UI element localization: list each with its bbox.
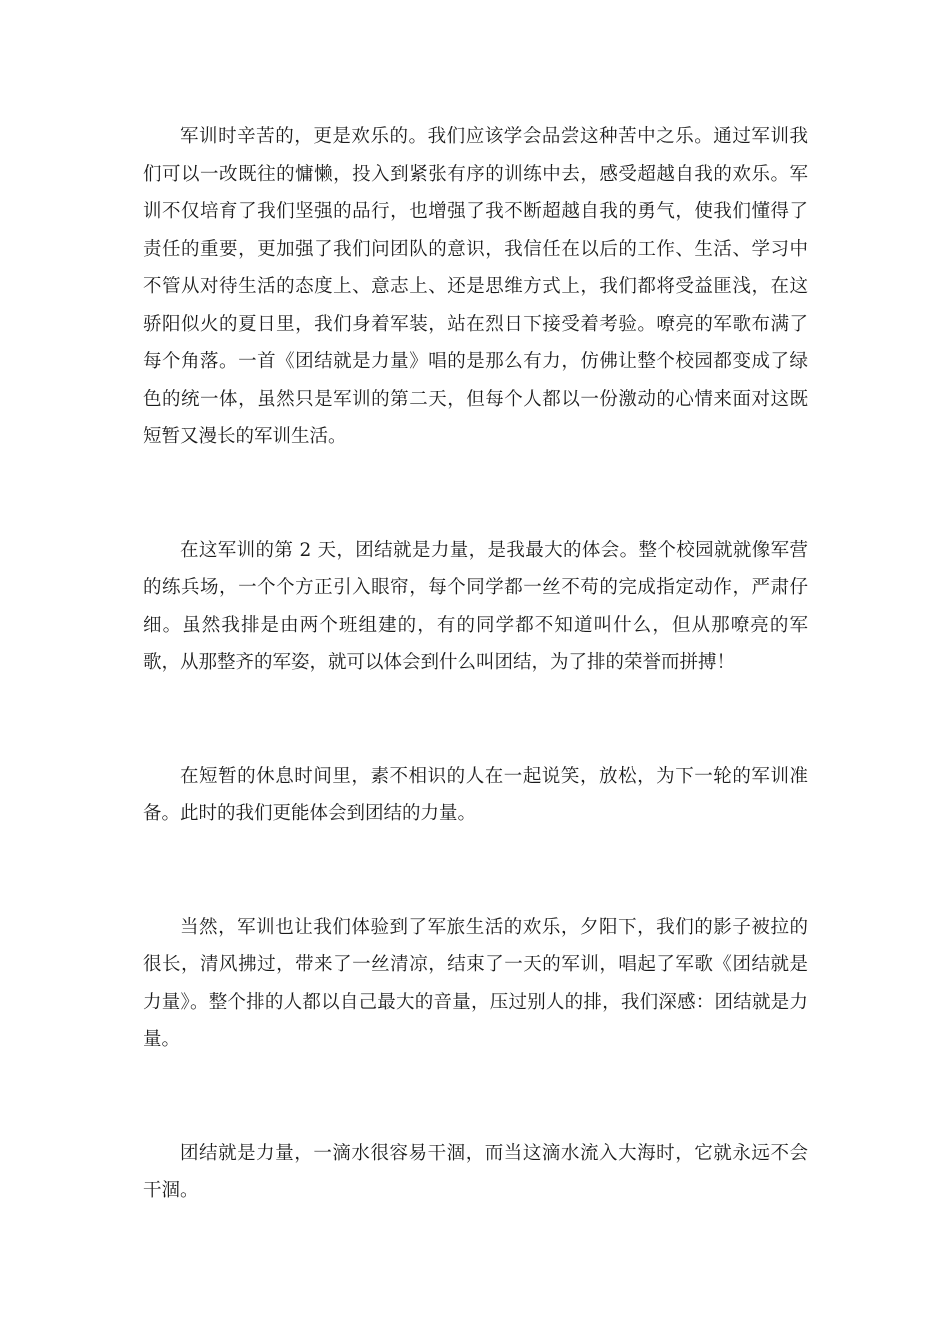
paragraph-spacer (143, 833, 808, 909)
paragraph-4: 当然，军训也让我们体验到了军旅生活的欢乐，夕阳下，我们的影子被拉的很长，清风拂过，带来了一丝清凉，结束了一天的军训，唱起了军歌《团结就是力量》。整个排的人都以自己最大的音量，压过别人的排，我们深感：团结就是力量。 (143, 916, 808, 1050)
paragraph-1: 军训时辛苦的，更是欢乐的。我们应该学会品尝这种苦中之乐。通过军训我们可以一改既往的慵懒，投入到紧张有序的训练中去，感受超越自我的欢乐。军训不仅培育了我们坚强的品行，也增强了我不断超越自我的勇气，使我们懂得了责任的重要，更加强了我们问团队的意识，我信任在以后的工作、生活、学习中不管从对待生活的态度上、意志上、还是思维方式上，我们都将受益匪浅，在这骄阳似火的夏日里，我们身着军装，站在烈日下接受着考验。嘹亮的军歌布满了每个角落。一首《团结就是力量》唱的是那么有力，仿佛让整个校园都变成了绿色的统一体，虽然只是军训的第二天，但每个人都以一份激动的心情来面对这既短暂又漫长的军训生活。 (143, 126, 808, 447)
paragraph-2: 在这军训的第 2 天，团结就是力量，是我最大的体会。整个校园就就像军营的练兵场，一个个方正引入眼帘，每个同学都一丝不苟的完成指定动作，严肃仔细。虽然我排是由两个班组建的，有的同学都不知道叫什么，但从那嘹亮的军歌，从那整齐的军姿，就可以体会到什么叫团结，为了排的荣誉而拼搏！ (143, 539, 808, 673)
paragraph-spacer (143, 456, 808, 532)
paragraph-5: 团结就是力量，一滴水很容易干涸，而当这滴水流入大海时，它就永远不会干涸。 (143, 1142, 808, 1201)
paragraph-spacer (143, 1059, 808, 1135)
paragraph-spacer (143, 682, 808, 758)
document-body (143, 118, 808, 1210)
paragraph-3: 在短暂的休息时间里，素不相识的人在一起说笑，放松，为下一轮的军训准备。此时的我们更能体会到团结的力量。 (143, 765, 808, 824)
